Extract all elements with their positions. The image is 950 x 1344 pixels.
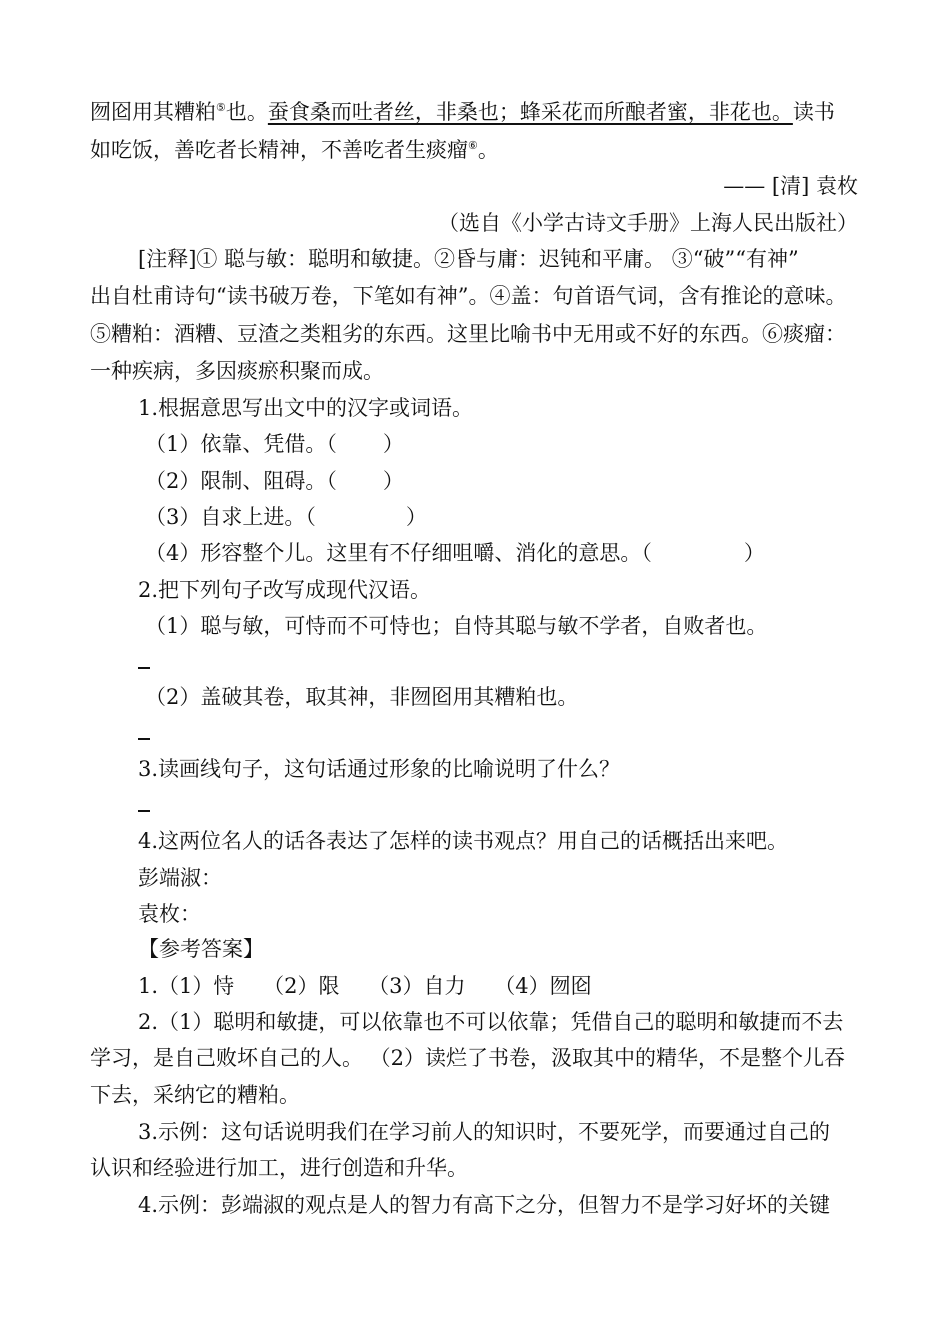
question-2-item-1: （1）聪与敏，可恃而不可恃也；自恃其聪与敏不学者，自败者也。 — [145, 614, 768, 638]
text: ） — [405, 505, 427, 529]
text: （2）限 — [263, 974, 340, 998]
footnote-marker: ⑥ — [468, 139, 478, 152]
notes-line-3: ⑤糟粕：酒糟、豆渣之类粗劣的东西。这里比喻书中无用或不好的东西。⑥痰瘤： — [90, 322, 846, 346]
question-1-item-4 — [145, 539, 765, 567]
text: 。 — [477, 138, 499, 162]
answer-line-marker — [138, 667, 150, 669]
question-2-item-2: （2）盖破其卷，取其神，非囫囵用其糟粕也。 — [145, 685, 579, 709]
text: （2）限制、阻碍。（ — [145, 469, 337, 493]
answer-3-line-1: 3.示例：这句话说明我们在学习前人的知识时，不要死学，而要通过自己的 — [138, 1120, 831, 1144]
notes-line-1: [注释]① 聪与敏：聪明和敏捷。②昏与庸：迟钝和平庸。 ③“破”“有神” — [138, 247, 799, 271]
answers-heading: 【参考答案】 — [138, 937, 264, 961]
answer-2-line-1: 2.（1）聪明和敏捷，可以依靠也不可以依靠；凭借自己的聪明和敏捷而不去 — [138, 1010, 844, 1034]
text: 如吃饭，善吃者长精神，不善吃者生痰瘤 — [90, 138, 468, 162]
text: （4）形容整个儿。这里有不仔细咀嚼、消化的意思。（ — [145, 541, 652, 565]
text: （3）自力 — [368, 974, 466, 998]
text: ） — [382, 469, 404, 493]
answer-line-marker — [138, 738, 150, 740]
question-4-label-peng: 彭端淑： — [138, 866, 222, 890]
answer-line-marker — [138, 810, 150, 812]
underlined-sentence: 蚕食桑而吐者丝，非桑也；蜂采花而所酿者蜜，非花也。 — [267, 100, 793, 124]
question-1-item-3 — [145, 503, 427, 531]
answer-2-line-3: 下去，采纳它的糟粕。 — [90, 1083, 300, 1107]
footnote-marker: ⑤ — [216, 101, 226, 114]
answer-2-line-2: 学习，是自己败坏自己的人。 （2）读烂了书卷，汲取其中的精华，不是整个儿吞 — [90, 1046, 846, 1070]
passage-line-1 — [90, 98, 835, 126]
notes-line-2: 出自杜甫诗句“读书破万卷，下笔如有神”。④盖：句首语气词，含有推论的意味。 — [90, 284, 847, 308]
text: （3）自求上进。（ — [145, 505, 316, 529]
text: 1. — [138, 974, 159, 998]
author-attribution: —— [清] 袁枚 — [723, 174, 858, 198]
text: 也。 — [225, 100, 268, 124]
text: ） — [743, 541, 765, 565]
question-4: 4.这两位名人的话各表达了怎样的读书观点？用自己的话概括出来吧。 — [138, 829, 789, 853]
question-3: 3.读画线句子，这句话通过形象的比喻说明了什么？ — [138, 757, 621, 781]
text: （1）恃 — [158, 974, 235, 998]
text: ） — [382, 432, 404, 456]
answer-3-line-2: 认识和经验进行加工，进行创造和升华。 — [90, 1156, 468, 1180]
question-2: 2.把下列句子改写成现代汉语。 — [138, 578, 432, 602]
question-4-label-yuan: 袁枚： — [138, 902, 201, 926]
text: 读书 — [792, 100, 835, 124]
notes-line-4: 一种疾病，多因痰瘀积聚而成。 — [90, 359, 384, 383]
question-1-item-1 — [145, 430, 404, 458]
text: 囫囵用其糟粕 — [90, 100, 216, 124]
question-1-item-2 — [145, 467, 404, 495]
text: （1）依靠、凭借。（ — [145, 432, 337, 456]
source-citation: （选自《小学古诗文手册》上海人民出版社） — [438, 211, 858, 235]
answer-1 — [138, 972, 592, 1000]
text: （4）囫囵 — [494, 974, 592, 998]
passage-line-2 — [90, 136, 499, 164]
answer-4-line-1: 4.示例：彭端淑的观点是人的智力有高下之分，但智力不是学习好坏的关键 — [138, 1193, 831, 1217]
question-1: 1.根据意思写出文中的汉字或词语。 — [138, 396, 474, 420]
